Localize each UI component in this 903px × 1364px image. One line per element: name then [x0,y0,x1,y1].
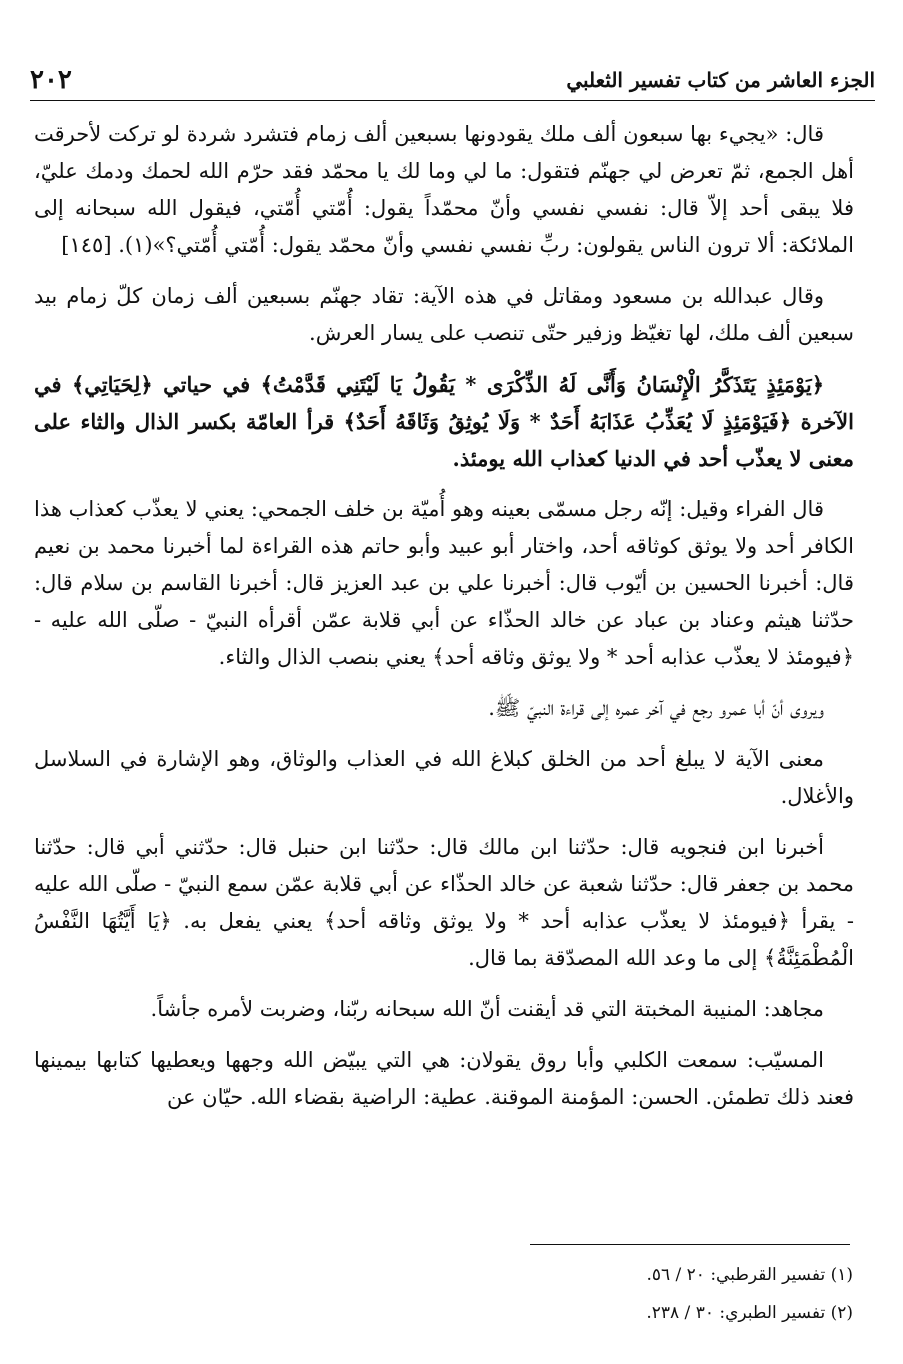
main-text [34,116,854,1130]
paragraph: المسيّب: سمعت الكلبي وأبا روق يقولان: هي التي يبيّض الله وجهها ويعطيها كتابها بيمينها فعند ذلك تطمئن. الحسن: المؤمنة الموقنة. عطية: الراضية بقضاء الله. حيّان عن [34,1048,854,1109]
paragraph: قال: «يجيء بها سبعون ألف ملك يقودونها بسبعين ألف زمام فتشرد شردة لو تركت لأحرقت أهل الجمع، ثمّ تعرض لي جهنّم فتقول: ما لي وما لك يا محمّد فقد حرّم الله لحمك ودمك عليّ، فلا يبقى أحد إلاّ قال: نفسي نفسي وأنّ محمّداً يقول: أُمّتي أُمّتي، فيقول الله سبحانه إلى الملائكة: ألا ترون الناس يقولون: ربِّ نفسي نفسي وأنّ محمّد يقول: أُمّتي أُمّتي؟»(١). [١٤٥] [34,122,854,257]
footnotes [453,1256,853,1332]
paragraph: وقال عبدالله بن مسعود ومقاتل في هذه الآية: تقاد جهنّم بسبعين ألف زمان كلّ زمام بيد سبعين ألف ملك، لها تغيّظ وزفير حتّى تنصب على يسار العرش. [34,284,854,345]
footnote-divider [530,1244,850,1245]
paragraph: قال الفراء وقيل: إنّه رجل مسمّى بعينه وهو أُميّة بن خلف الجمحي: يعني لا يعذّب كعذاب هذا الكافر أحد ولا يوثق كوثاقه أحد، واختار أبو عبيد وأبو حاتم هذه القراءة لما أخبرنا محمد بن نعيم قال: أخبرنا الحسين بن أيّوب قال: أخبرنا علي بن عبد العزيز قال: أخبرنا القاسم بن سلام قال: حدّثنا هيثم وعناد بن عباد عن خالد الحذّاء عن أبي قلابة عمّن أقرأه النبيّ - صلّى الله عليه - ﴿فيومئذ لا يعذّب عذابه أحد * ولا يوثق وثاقه أحد﴾ يعني بنصب الذال والثاء. [34,497,854,669]
paragraph: ويروى أنّ أبا عمرو رجع في آخر عمره إلى قراءة النبيّ ﷺ. [488,696,824,720]
paragraph: معنى الآية لا يبلغ أحد من الخلق كبلاغ الله في العذاب والوثاق، وهو الإشارة في السلاسل والأغلال. [34,747,854,808]
footnote: (١) تفسير القرطبي: ٢٠ / ٥٦. [646,1265,853,1285]
paragraph: مجاهد: المنيبة المخبتة التي قد أيقنت أنّ الله سبحانه ربّنا، وضربت لأمره جأشاً. [150,997,824,1021]
page-header [30,60,875,101]
footnote: (٢) تفسير الطبري: ٣٠ / ٢٣٨. [646,1303,853,1323]
running-title: الجزء العاشر من كتاب تفسير الثعلبي [566,68,875,92]
paragraph-quran-verse: ﴿يَوْمَئِذٍ يَتَذَكَّرُ الْإِنْسَانُ وَأَنَّى لَهُ الذِّكْرَى * يَقُولُ يَا لَيْتَنِي قَدَّمْتُ﴾ في حياتي ﴿لِحَيَاتِي﴾ في الآخرة ﴿فَيَوْمَئِذٍ لَا يُعَذِّبُ عَذَابَهُ أَحَدٌ * وَلَا يُوثِقُ وَثَاقَهُ أَحَدٌ﴾ قرأ العامّة بكسر الذال والثاء على معنى لا يعذّب أحد في الدنيا كعذاب الله يومئذ. [34,372,854,471]
page-number: ٢٠٢ [30,65,72,95]
paragraph: أخبرنا ابن فنجويه قال: حدّثنا ابن مالك قال: حدّثنا ابن حنبل قال: حدّثني أبي قال: حدّثنا محمد بن جعفر قال: حدّثنا شعبة عن خالد الحذّاء عن أبي قلابة عمّن سمع النبيّ - صلّى الله عليه - يقرأ ﴿فيومئذ لا يعذّب عذابه أحد * ولا يوثق وثاقه أحد﴾ يعني يفعل به. ﴿يَا أَيَّتُهَا النَّفْسُ الْمُطْمَئِنَّةُ﴾ إلى ما وعد الله المصدّقة بما قال. [34,835,854,970]
